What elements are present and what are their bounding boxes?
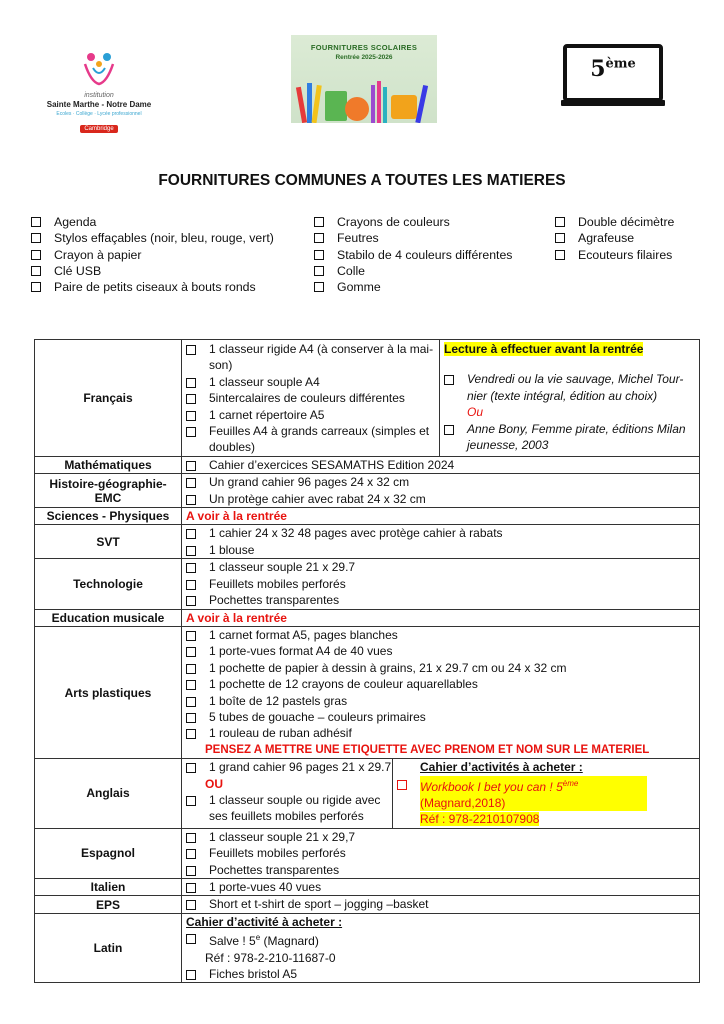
checkbox[interactable]	[186, 763, 196, 773]
subjects-table	[34, 339, 700, 983]
list-item: Gomme	[314, 279, 512, 295]
common-supplies-col3	[555, 214, 674, 263]
checkbox[interactable]	[186, 563, 196, 573]
school-supplies-illustration	[291, 65, 437, 123]
checkbox[interactable]	[314, 266, 324, 276]
logo-line1: institution	[84, 92, 114, 99]
cambridge-badge: Cambridge	[80, 125, 117, 133]
checkbox[interactable]	[186, 866, 196, 876]
table-row-sciences	[35, 508, 700, 525]
family-logo-icon	[79, 48, 119, 86]
subject-musique: Education musicale	[35, 609, 182, 626]
logo-line2: Sainte Marthe - Notre Dame	[46, 100, 152, 109]
note: A voir à la rentrée	[186, 610, 287, 625]
table-row-svt: SVT 1 cahier 24 x 32 48 pages avec protège cahier à rabats 1 blouse	[35, 525, 700, 559]
table-row-espagnol: Espagnol 1 classeur souple 21 x 29,7 Feuillets mobiles perforés Pochettes transparentes	[35, 828, 700, 878]
subject-histoire: Histoire-géographie- EMC	[35, 474, 182, 508]
common-supplies-col1	[31, 214, 274, 295]
checkbox[interactable]	[186, 580, 196, 590]
subject-latin: Latin	[35, 913, 182, 983]
checkbox[interactable]	[186, 345, 196, 355]
list-item: Crayons de couleurs	[314, 214, 512, 230]
latin-ref: Réf : 978-2-210-11687-0	[205, 950, 336, 965]
checkbox[interactable]	[186, 900, 196, 910]
checkbox[interactable]	[31, 217, 41, 227]
note: A voir à la rentrée	[186, 509, 287, 524]
checkbox[interactable]	[31, 233, 41, 243]
table-row-anglais: Anglais 1 grand cahier 96 pages 21 x 29.7 OU 1 classeur souple ou rigide avec ses feuillets mobiles perforés Cahier d’activités à acheter : Workbook I bet you can ! 5ème (Magnard,2018) Réf : 978-2210107908	[35, 759, 700, 829]
latin-title: Cahier d’activité à acheter :	[186, 914, 343, 929]
checkbox[interactable]	[186, 883, 196, 893]
checkbox[interactable]	[186, 970, 196, 980]
checkbox[interactable]	[186, 529, 196, 539]
workbook-ref: Réf : 978-2210107908	[420, 812, 540, 827]
table-row-techno: Technologie 1 classeur souple 21 x 29.7 Feuillets mobiles perforés Pochettes transparentes	[35, 559, 700, 609]
list-item: Crayon à papier	[31, 247, 274, 263]
checkbox[interactable]	[186, 796, 196, 806]
checkbox[interactable]	[186, 934, 196, 944]
page-title: FOURNITURES COMMUNES A TOUTES LES MATIERES	[158, 172, 566, 189]
checkbox[interactable]	[555, 233, 565, 243]
table-row-francais: Français 1 classeur rigide A4 (à conserver à la mai- son) 1 classeur souple A4 5intercalaires de couleurs différentes 1 carnet répertoire A5 Feuilles A4 à grands carreaux (simples et doubles) Lecture à effectuer avant la rentrée Vendredi ou la vie sauvage, Michel Tour- nier (texte intégral, édition au choix) Ou Anne Bony, Femme pirate, éditions Milan jeunesse, 2003	[35, 340, 700, 457]
checkbox[interactable]	[314, 282, 324, 292]
grade-laptop-icon	[563, 44, 663, 110]
checkbox[interactable]	[186, 478, 196, 488]
list-item: Stabilo de 4 couleurs différentes	[314, 247, 512, 263]
checkbox[interactable]	[31, 250, 41, 260]
workbook-title: Cahier d’activités à acheter :	[420, 760, 583, 775]
list-item: Ecouteurs filaires	[555, 247, 674, 263]
checkbox[interactable]	[31, 266, 41, 276]
checkbox[interactable]	[555, 217, 565, 227]
checkbox[interactable]	[444, 375, 454, 385]
subject-eps: EPS	[35, 896, 182, 913]
grade-label: 5ème	[590, 56, 636, 82]
subject-espagnol: Espagnol	[35, 828, 182, 878]
subject-francais: Français	[35, 340, 182, 457]
banner-image	[291, 35, 437, 123]
subject-arts: Arts plastiques	[35, 626, 182, 758]
checkbox[interactable]	[186, 461, 196, 471]
subject-techno: Technologie	[35, 559, 182, 609]
table-row-musique	[35, 609, 700, 626]
checkbox[interactable]	[186, 495, 196, 505]
checkbox[interactable]	[186, 411, 196, 421]
checkbox[interactable]	[186, 729, 196, 739]
checkbox[interactable]	[186, 849, 196, 859]
checkbox[interactable]	[186, 680, 196, 690]
list-item: Agenda	[31, 214, 274, 230]
list-item: Clé USB	[31, 263, 274, 279]
table-row-eps: EPS Short et t-shirt de sport – jogging –basket	[35, 896, 700, 913]
common-supplies-col2	[314, 214, 512, 295]
subject-maths: Mathématiques	[35, 456, 182, 473]
checkbox[interactable]	[186, 596, 196, 606]
checkbox[interactable]	[314, 217, 324, 227]
subject-italien: Italien	[35, 879, 182, 896]
subject-svt: SVT	[35, 525, 182, 559]
checkbox[interactable]	[186, 546, 196, 556]
checkbox[interactable]	[186, 631, 196, 641]
checkbox[interactable]	[444, 425, 454, 435]
school-logo	[34, 48, 164, 133]
checkbox[interactable]	[314, 250, 324, 260]
list-item: Paire de petits ciseaux à bouts ronds	[31, 279, 274, 295]
list-item: Double décimètre	[555, 214, 674, 230]
or-label: OU	[205, 776, 223, 791]
checkbox[interactable]	[186, 833, 196, 843]
list-item: Colle	[314, 263, 512, 279]
checkbox[interactable]	[397, 780, 407, 790]
checkbox[interactable]	[314, 233, 324, 243]
checkbox[interactable]	[186, 697, 196, 707]
table-row-latin: Latin Cahier d’activité à acheter : Salve ! 5e (Magnard) Réf : 978-2-210-11687-0 Fiches bristol A5	[35, 913, 700, 983]
banner-subtitle: Rentrée 2025-2026	[335, 54, 393, 61]
checkbox[interactable]	[186, 647, 196, 657]
checkbox[interactable]	[186, 427, 196, 437]
subject-sciences: Sciences - Physiques	[35, 508, 182, 525]
reading-title: Lecture à effectuer avant la rentrée	[444, 342, 644, 356]
table-row-italien: Italien 1 porte-vues 40 vues	[35, 879, 700, 896]
list-item: Agrafeuse	[555, 230, 674, 246]
list-item: Feutres	[314, 230, 512, 246]
subject-anglais: Anglais	[35, 759, 182, 829]
checkbox[interactable]	[31, 282, 41, 292]
checkbox[interactable]	[186, 394, 196, 404]
label-warning: PENSEZ A METTRE UNE ETIQUETTE AVEC PRENOM ET NOM SUR LE MATERIEL	[205, 743, 650, 756]
table-row-maths: Mathématiques Cahier d’exercices SESAMATHS Edition 2024	[35, 456, 700, 473]
table-row-arts: Arts plastiques 1 carnet format A5, pages blanches 1 porte-vues format A4 de 40 vues 1 pochette de papier à dessin à grains, 21 x 29.7 cm ou 24 x 32 cm 1 pochette de 12 crayons de couleur aquarellables 1 boîte de 12 pastels gras 5 tubes de gouache – couleurs primaires 1 rouleau de ruban adhésif PENSEZ A METTRE UNE ETIQUETTE AVEC PRENOM ET NOM SUR LE MATERIEL	[35, 626, 700, 758]
checkbox[interactable]	[186, 713, 196, 723]
table-row-histoire: Histoire-géographie- EMC Un grand cahier 96 pages 24 x 32 cm Un protège cahier avec rabat 24 x 32 cm	[35, 474, 700, 508]
checkbox[interactable]	[555, 250, 565, 260]
checkbox[interactable]	[186, 664, 196, 674]
checkbox[interactable]	[186, 378, 196, 388]
list-item: Stylos effaçables (noir, bleu, rouge, vert)	[31, 230, 274, 246]
logo-line3: Ecoles · Collège · Lycée professionnel	[56, 111, 142, 117]
banner-title: FOURNITURES SCOLAIRES	[310, 43, 418, 52]
